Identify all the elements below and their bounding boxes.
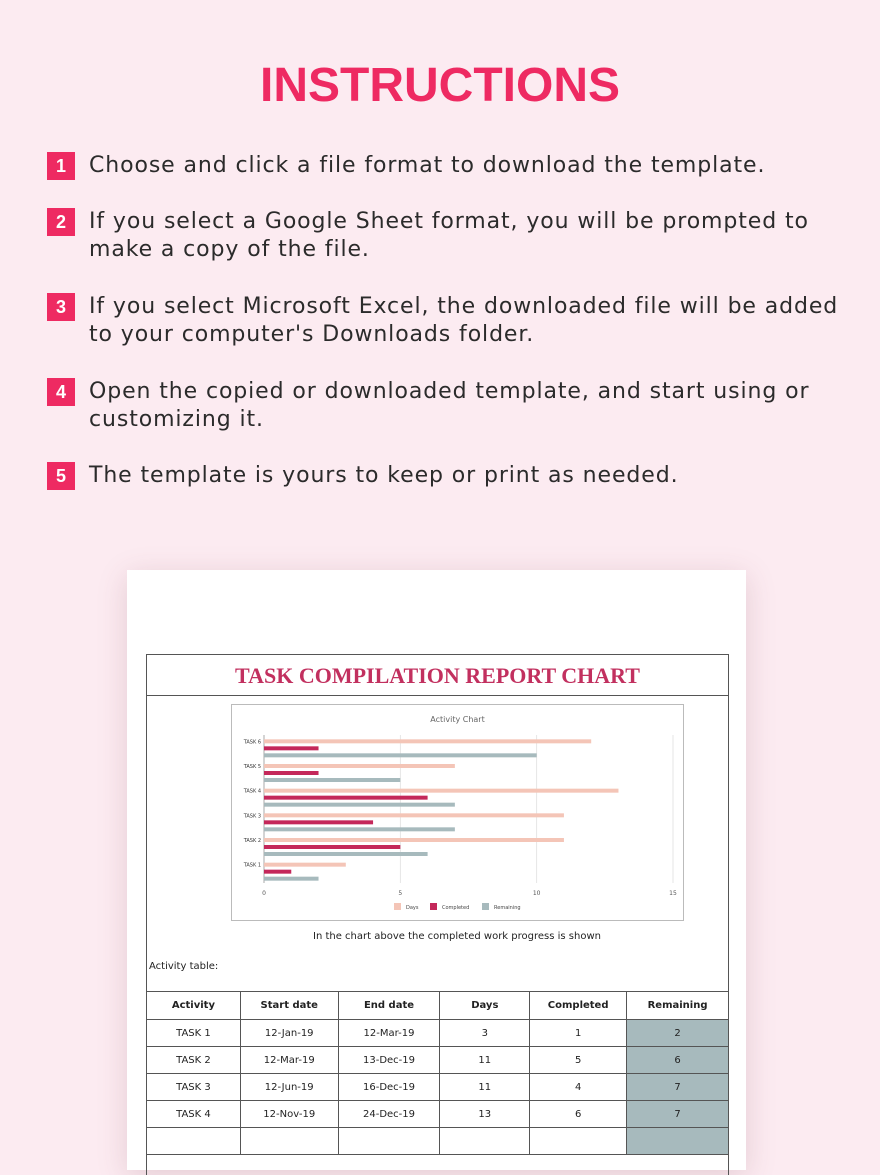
activity-table — [146, 991, 729, 1155]
cell-remaining: 7 — [627, 1101, 729, 1128]
step-number: 3 — [47, 293, 75, 321]
cell-empty — [627, 1128, 729, 1155]
cell-remaining: 7 — [627, 1074, 729, 1101]
cell-end-date: 16-Dec-19 — [338, 1074, 440, 1101]
activity-table-label: Activity table: — [149, 961, 219, 972]
x-tick-label: 15 — [669, 890, 677, 897]
step-number: 5 — [47, 462, 75, 490]
bar-completed — [264, 796, 428, 800]
table-row — [147, 1047, 729, 1074]
legend-label: Days — [406, 905, 419, 911]
x-tick-label: 0 — [262, 890, 266, 897]
report-frame — [146, 654, 729, 1175]
step-number: 2 — [47, 208, 75, 236]
x-tick-label: 5 — [398, 890, 403, 897]
table-row — [147, 1074, 729, 1101]
cell-activity: TASK 4 — [147, 1101, 241, 1128]
cell-days: 11 — [440, 1047, 530, 1074]
step-number: 4 — [47, 378, 75, 406]
bar-days — [264, 764, 455, 768]
header-end-date: End date — [338, 992, 440, 1020]
header-days: Days — [440, 992, 530, 1020]
activity-chart-svg — [232, 705, 683, 920]
template-preview-sheet — [127, 570, 746, 1170]
cell-days: 13 — [440, 1101, 530, 1128]
bar-days — [264, 838, 564, 842]
cell-start-date: 12-Jan-19 — [240, 1020, 338, 1047]
bar-days — [264, 789, 618, 793]
cell-completed: 4 — [530, 1074, 627, 1101]
legend-swatch — [394, 903, 401, 910]
step-number: 1 — [47, 152, 75, 180]
bar-remaining — [264, 827, 455, 831]
cell-remaining: 2 — [627, 1020, 729, 1047]
y-tick-label: TASK 3 — [243, 813, 261, 820]
bar-completed — [264, 845, 400, 849]
report-title: TASK COMPILATION REPORT CHART — [147, 655, 728, 696]
bar-remaining — [264, 778, 400, 782]
cell-end-date: 12-Mar-19 — [338, 1020, 440, 1047]
cell-end-date: 13-Dec-19 — [338, 1047, 440, 1074]
bar-completed — [264, 746, 319, 750]
cell-empty — [240, 1128, 338, 1155]
bar-completed — [264, 870, 291, 874]
bar-remaining — [264, 877, 319, 881]
chart-title: Activity Chart — [430, 715, 485, 724]
y-tick-label: TASK 6 — [243, 739, 261, 746]
table-row — [147, 1020, 729, 1047]
y-tick-label: TASK 4 — [243, 788, 261, 795]
x-tick-label: 10 — [532, 890, 541, 897]
bar-remaining — [264, 852, 428, 856]
bar-days — [264, 863, 346, 867]
cell-activity: TASK 1 — [147, 1020, 241, 1047]
activity-chart — [231, 704, 684, 921]
bar-remaining — [264, 753, 537, 757]
cell-start-date: 12-Mar-19 — [240, 1047, 338, 1074]
cell-empty — [440, 1128, 530, 1155]
cell-completed: 5 — [530, 1047, 627, 1074]
cell-days: 3 — [440, 1020, 530, 1047]
header-remaining: Remaining — [627, 992, 729, 1020]
cell-start-date: 12-Nov-19 — [240, 1101, 338, 1128]
cell-completed: 6 — [530, 1101, 627, 1128]
table-row — [147, 1128, 729, 1155]
legend-swatch — [482, 903, 489, 910]
bar-completed — [264, 771, 319, 775]
cell-activity: TASK 2 — [147, 1047, 241, 1074]
y-tick-label: TASK 1 — [243, 862, 261, 869]
legend-label: Remaining — [494, 905, 521, 911]
y-tick-label: TASK 5 — [243, 764, 261, 770]
header-completed: Completed — [530, 992, 627, 1020]
bar-remaining — [264, 803, 455, 807]
cell-start-date: 12-Jun-19 — [240, 1074, 338, 1101]
table-row — [147, 1101, 729, 1128]
cell-empty — [338, 1128, 440, 1155]
cell-empty — [147, 1128, 241, 1155]
y-tick-label: TASK 2 — [243, 838, 261, 844]
table-header-row — [147, 992, 729, 1020]
cell-end-date: 24-Dec-19 — [338, 1101, 440, 1128]
bar-days — [264, 813, 564, 817]
step-text: The template is yours to keep or print as needed. — [89, 463, 679, 488]
chart-caption: In the chart above the completed work progress is shown — [313, 931, 601, 942]
step-text: If you select Microsoft Excel, the downloaded file will be added to your computer's Downloads folder. — [89, 294, 839, 347]
bar-days — [264, 739, 591, 743]
step-text: If you select a Google Sheet format, you will be prompted to make a copy of the file. — [89, 209, 809, 262]
bar-completed — [264, 820, 373, 824]
header-start-date: Start date — [240, 992, 338, 1020]
header-activity: Activity — [147, 992, 241, 1020]
instructions-title: INSTRUCTIONS — [260, 59, 620, 112]
cell-empty — [530, 1128, 627, 1155]
step-text: Open the copied or downloaded template, and start using or customizing it. — [89, 379, 810, 432]
cell-completed: 1 — [530, 1020, 627, 1047]
legend-swatch — [430, 903, 437, 910]
step-text: Choose and click a file format to download the template. — [89, 153, 766, 178]
cell-remaining: 6 — [627, 1047, 729, 1074]
legend-label: Completed — [442, 905, 470, 911]
cell-activity: TASK 3 — [147, 1074, 241, 1101]
cell-days: 11 — [440, 1074, 530, 1101]
